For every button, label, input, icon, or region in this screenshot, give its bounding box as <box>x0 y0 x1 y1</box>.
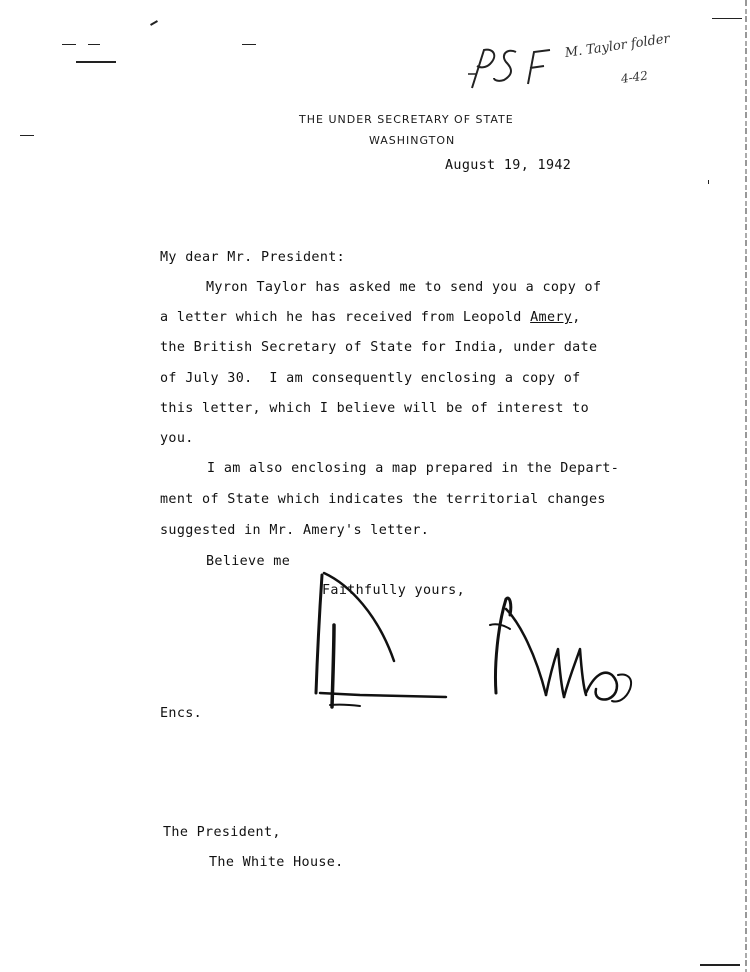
page-edge-line <box>745 0 747 972</box>
scan-mark <box>700 964 740 966</box>
file-note-line1: M. Taylor folder <box>563 31 671 61</box>
paragraph1-line6: you. <box>160 431 194 446</box>
letter-date: August 19, 1942 <box>445 158 572 173</box>
paragraph1-line5: this letter, which I believe will be of interest to <box>160 401 590 416</box>
closing: Faithfully yours, <box>322 583 466 598</box>
amery-comma: , <box>572 310 581 325</box>
scan-mark <box>708 180 709 184</box>
paragraph1-line3: the British Secretary of State for India, under date <box>160 340 598 355</box>
enclosures-notation: Encs. <box>160 706 203 721</box>
file-note-line2: 4-42 <box>620 68 649 86</box>
salutation: My dear Mr. President: <box>160 250 346 265</box>
addressee-line1: The President, <box>163 825 281 840</box>
paragraph1-line2 <box>160 310 581 325</box>
psf-annotation-mark <box>464 44 556 92</box>
scan-mark <box>62 44 76 45</box>
paragraph1-line4: of July 30. I am consequently enclosing a copy of <box>160 371 581 386</box>
scan-mark <box>150 20 158 26</box>
letterhead-city: WASHINGTON <box>369 134 456 147</box>
scan-mark <box>242 44 256 45</box>
paragraph1-line1: Myron Taylor has asked me to send you a copy of <box>206 280 602 295</box>
addressee-line2: The White House. <box>209 855 344 870</box>
handwritten-signature <box>300 565 645 715</box>
closing-phrase: Believe me <box>206 554 291 569</box>
paragraph2-line3: suggested in Mr. Amery's letter. <box>160 523 430 538</box>
scan-mark <box>76 61 116 63</box>
scan-mark <box>20 135 34 136</box>
scan-mark <box>88 44 100 45</box>
paragraph1-line2-text: a letter which he has received from Leopold <box>160 310 531 325</box>
letterhead-office: THE UNDER SECRETARY OF STATE <box>299 113 514 126</box>
paragraph2-line2: ment of State which indicates the territorial changes <box>160 492 606 507</box>
amery-underlined: Amery <box>530 310 573 325</box>
scan-mark <box>712 18 742 19</box>
paragraph2-line1: I am also enclosing a map prepared in the Depart- <box>207 461 620 476</box>
